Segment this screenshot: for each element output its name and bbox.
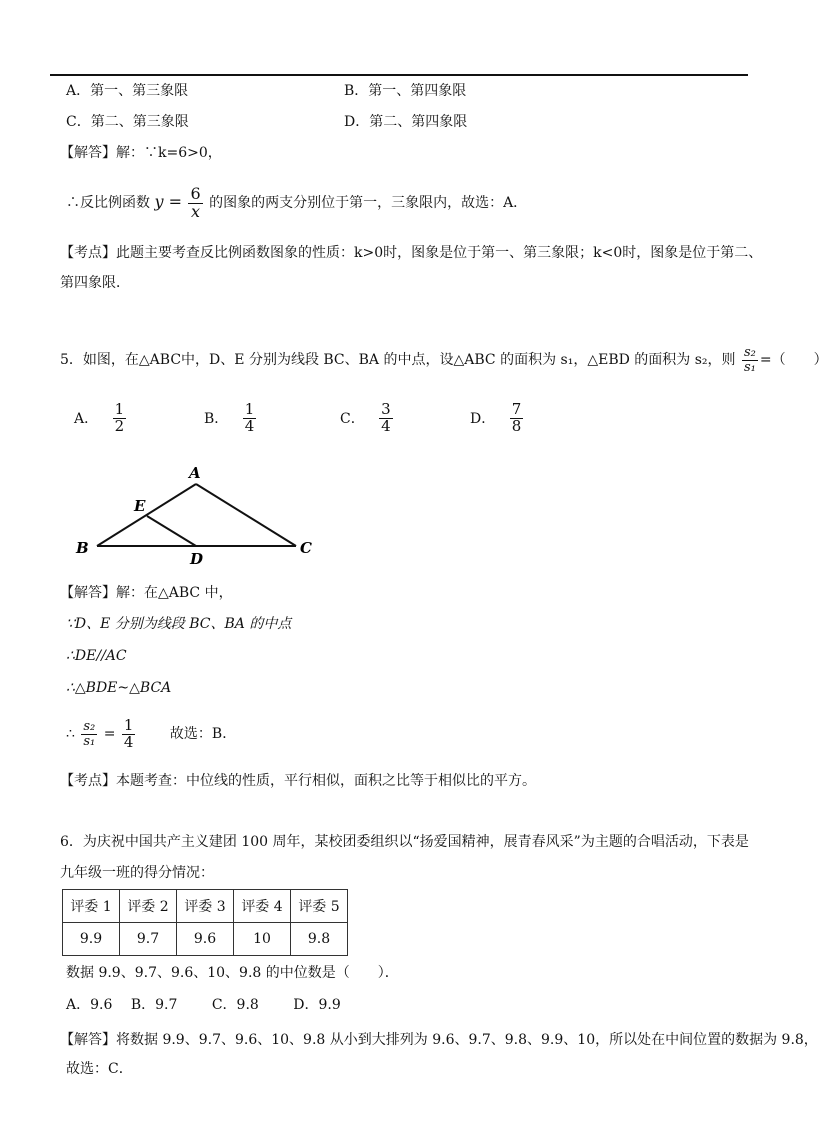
table-header-cell: 评委 3: [177, 890, 234, 923]
q5-option-c-den: 4: [381, 416, 391, 435]
q4-option-d: D．第二、第四象限: [344, 114, 468, 130]
q5-option-a-num: 1: [114, 400, 125, 418]
q5-option-b-num: 1: [244, 400, 255, 418]
table-header-row: [63, 890, 348, 923]
q5-answer-value-den: 4: [123, 732, 134, 751]
q5-option-c-fraction: [379, 402, 393, 435]
point-e-label: E: [134, 497, 146, 515]
point-d-label: D: [190, 550, 204, 568]
q5-option-c-num: 3: [381, 400, 391, 418]
q6-option-b: B．9.7: [130, 997, 178, 1013]
q6-stem-line1: 6．为庆祝中国共产主义建团 100 周年，某校团委组织以“扬爱国精神，展青春风采”为主题的合唱活动，下表是: [60, 834, 749, 850]
q5-answer-line4: ∴△BDE~△BCA: [66, 680, 172, 696]
q4-point-line1: 【考点】此题主要考查反比例函数图象的性质：k>0时，图象是位于第一、第三象限；k<0时，图象是位于第二、: [60, 245, 763, 261]
q6-option-c: C．9.8: [211, 997, 259, 1013]
top-rule: [50, 74, 748, 76]
q5-option-d-fraction: [510, 402, 524, 435]
q5-option-b: [204, 402, 258, 435]
q4-func-num: 6: [190, 183, 201, 203]
q5-option-d-den: 8: [511, 416, 522, 435]
q5-answer-therefore: ∴: [66, 726, 75, 742]
q5-option-d: [470, 402, 525, 435]
table-header-cell: 评委 1: [63, 890, 120, 923]
q4-point-line2: 第四象限．: [60, 275, 130, 291]
q5-option-a-fraction: [113, 402, 127, 435]
q4-answer-line: [60, 143, 222, 163]
q5-stem-text: 5．如图，在△ABC中，D、E 分别为线段 BC、BA 的中点，设△ABC 的面积为 s₁，△EBD 的面积为 s₂，则: [60, 352, 736, 368]
q4-option-a: A．第一、第三象限: [66, 83, 189, 99]
q4-answer-conclusion: [66, 180, 527, 225]
vertex-a-label: A: [189, 464, 201, 482]
q5-answer-frac-den: s₁: [83, 733, 96, 749]
q6-options: [66, 995, 341, 1015]
q6-answer-line1: 【解答】将数据 9.9、9.7、9.6、10、9.8 从小到大排列为 9.6、9.7、9.8、9.9、10，所以处在中间位置的数据为 9.8，: [60, 1032, 818, 1048]
q6-stem-line2: 九年级一班的得分情况：: [60, 865, 214, 881]
q5-stem-end: =（ ）: [759, 352, 828, 368]
q5-option-d-label: D．: [470, 411, 496, 428]
q4-answer-suffix: 的图象的两支分别位于第一，三象限内，故选：A．: [209, 195, 528, 211]
triangle-figure: [60, 460, 330, 570]
q4-option-b: B．第一、第四象限: [344, 83, 467, 99]
segment-de: [147, 516, 196, 546]
q6-answer-line2: 故选：C．: [66, 1061, 133, 1077]
q5-answer-ratio: [66, 712, 236, 756]
side-ac: [196, 484, 296, 546]
q4-answer-prefix: ∴反比例函数: [66, 195, 150, 211]
table-cell: 9.6: [177, 923, 234, 956]
q5-answer-value: [122, 715, 136, 751]
table-header-cell: 评委 4: [234, 890, 291, 923]
q5-answer-line1: 【解答】解：在△ABC 中，: [60, 585, 233, 601]
q5-answer-frac-num: s₂: [83, 718, 96, 734]
q5-stem-frac-den: s₁: [743, 359, 756, 375]
q5-answer-line3: ∴DE//AC: [66, 648, 127, 664]
q5-option-b-den: 4: [244, 416, 255, 435]
q5-stem-frac-num: s₂: [743, 344, 756, 360]
table-header-cell: 评委 2: [120, 890, 177, 923]
q5-option-b-fraction: [243, 402, 257, 435]
table-cell: 9.8: [291, 923, 348, 956]
q4-answer-reason: ∵k=6>0，: [144, 145, 222, 161]
q6-question: 数据 9.9、9.7、9.6、10、9.8 的中位数是（ ）．: [66, 965, 399, 981]
q5-answer-value-num: 1: [123, 715, 134, 734]
q5-answer-eq: =: [103, 726, 116, 742]
q5-stem: [60, 338, 828, 382]
q4-option-c: C．第二、第三象限: [66, 114, 189, 130]
q6-option-d: D．9.9: [293, 997, 341, 1013]
vertex-b-label: B: [76, 539, 89, 557]
q5-option-a-den: 2: [114, 416, 125, 435]
table-row: [63, 923, 348, 956]
q4-func-den: x: [191, 201, 201, 221]
q5-point: 【考点】本题考查：中位线的性质，平行相似，面积之比等于相似比的平方。: [60, 773, 536, 789]
q5-stem-fraction: [742, 346, 758, 374]
q4-func-y: y =: [154, 192, 182, 211]
table-cell: 10: [234, 923, 291, 956]
table-cell: 9.9: [63, 923, 120, 956]
vertex-c-label: C: [300, 539, 312, 557]
q5-answer-choice: 故选：B．: [169, 726, 237, 742]
q4-answer-tag: 【解答】解：: [60, 145, 144, 161]
table-cell: 9.7: [120, 923, 177, 956]
q5-option-a-label: A．: [74, 411, 99, 428]
q6-option-a: A．9.6: [66, 997, 113, 1013]
q5-option-c-label: C．: [340, 411, 365, 428]
table-header-cell: 评委 5: [291, 890, 348, 923]
q4-func-fraction: [188, 183, 202, 221]
q5-option-c: [340, 402, 395, 435]
q5-answer-line2: ∵D、E 分别为线段 BC、BA 的中点: [66, 616, 292, 632]
q5-option-a: [74, 402, 128, 435]
q5-option-d-num: 7: [511, 400, 522, 418]
q5-answer-frac: [81, 720, 97, 748]
score-table: [62, 889, 348, 956]
q5-option-b-label: B．: [204, 411, 229, 428]
